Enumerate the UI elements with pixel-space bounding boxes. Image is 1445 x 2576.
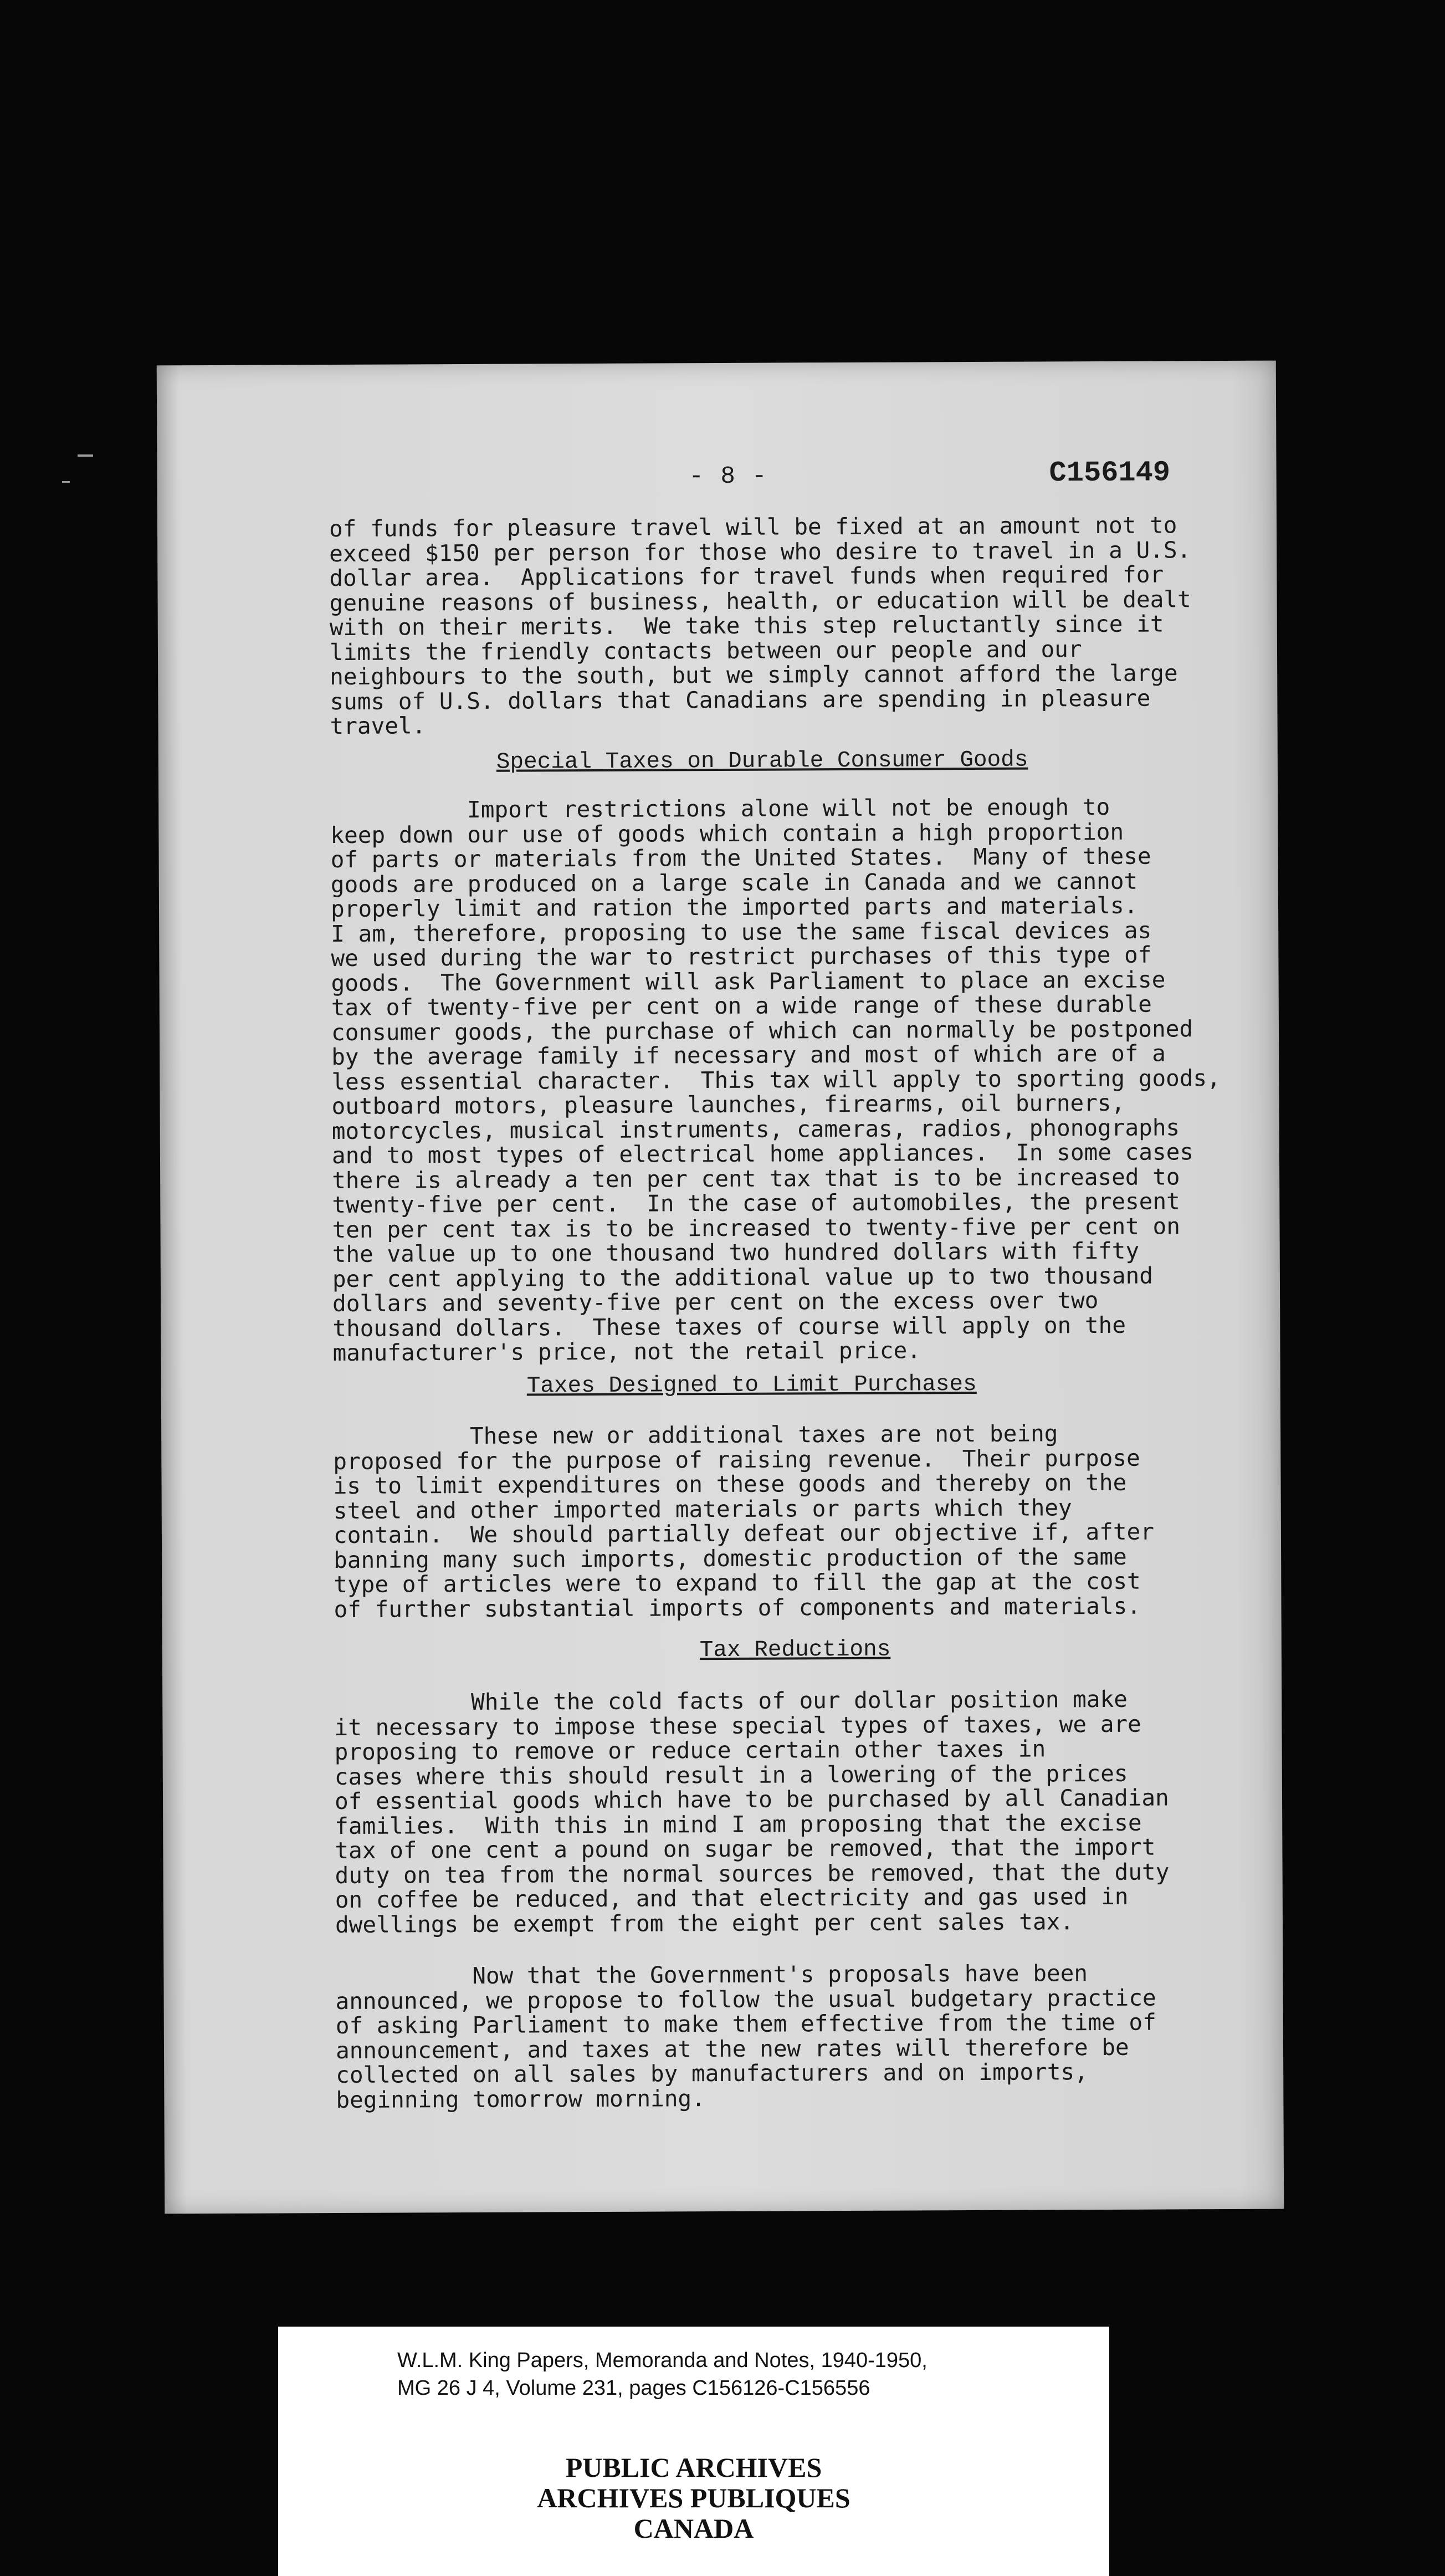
paragraph-durable-goods: Import restrictions alone will not be enough to keep down our use of goods which contain a high proportion of parts or materials from the United States. Many of these goods are produced on a large scale in Canada and we cannot properly limit and ration the imported parts and materials. I am, therefore, proposing to use the same fiscal devices as we used during the war to restrict purchases of this type of goods. The Government will ask Parliament to place an excise tax of twenty-five per cent on a wide range of these durable consumer goods, the purchase of which can normally be postponed by the average family if necessary and most of which are of a less essential character. This tax will apply to sporting goods, outboard motors, pleasure launches, firearms, oil burners, motorcycles, musical instruments, cameras, radios, phonographs and to most types of electrical home appliances. In some cases there is already a ten per cent tax that is to be increased to twenty-five per cent. In the case of automobiles, the present ten per cent tax is to be increased to twenty-five per cent on the value up to one thousand two hundred dollars with fifty per cent applying to the additional value up to two thousand dollars and seventy-five per cent on the excess over two thousand dollars. These taxes of course will apply on the manufacturer's price, not the retail price. — [330, 793, 1221, 1367]
paragraph-tax-reductions: While the cold facts of our dollar position make it necessary to impose these special types of taxes, we are proposing to remove or reduce certain other taxes in cases where this should result in a lowering of the prices of essential goods which have to be purchased by all Canadian families. With this in mind I am proposing that the excise tax of one cent a pound on sugar be removed, that the import duty on tea from the normal sources be removed, that the duty on coffee be reduced, and that electricity and gas used in dwellings be exempt from the eight per cent sales tax. — [334, 1685, 1170, 1938]
archive-reference-line-1: W.L.M. King Papers, Memoranda and Notes, 1940-1950, — [397, 2349, 928, 2372]
archive-country: CANADA — [633, 2513, 754, 2544]
archive-name-english: PUBLIC ARCHIVES — [565, 2452, 822, 2483]
heading-tax-reductions: Tax Reductions — [699, 1637, 891, 1664]
paragraph-announcement: Now that the Government's proposals have been announced, we propose to follow the usual budgetary practice of asking Parliament to make them effective from the time of announcement, and taxes at the new rates will therefore be collected on all sales by manufacturers and on imports, beginning tomorrow morning. — [335, 1960, 1156, 2113]
archive-name-french: ARCHIVES PUBLIQUES — [537, 2482, 850, 2513]
paragraph-limit-purchases: These new or additional taxes are not being proposed for the purpose of raising revenue. Their purpose is to limit expenditures on these goods and thereby on the steel and other imported materials or parts which they contain. We should partially defeat our objective if, after banning many such imports, domestic production of the same type of articles were to expand to fill the gap at the cost of further substantial imports of components and materials. — [333, 1420, 1155, 1623]
paragraph-travel-funds: of funds for pleasure travel will be fixed at an amount not to exceed $150 per person for those who desire to travel in a U.S. dollar area. Applications for travel funds when required for genuine reasons of business, health, or education will be dealt with on their merits. We take this step reluctantly since it limits the friendly contacts between our people and our neighbours to the south, but we simply cannot afford the large sums of U.S. dollars that Canadians are spending in pleasure travel. — [329, 512, 1191, 740]
heading-special-taxes: Special Taxes on Durable Consumer Goods — [496, 747, 1028, 775]
archive-label-card — [278, 2327, 1109, 2576]
document-id: C156149 — [1049, 456, 1171, 490]
scan-mark — [62, 481, 70, 483]
page-number: - 8 - — [689, 462, 768, 491]
document-page — [157, 361, 1284, 2214]
heading-limit-purchases: Taxes Designed to Limit Purchases — [526, 1371, 977, 1399]
scan-mark — [78, 454, 93, 457]
archive-reference-line-2: MG 26 J 4, Volume 231, pages C156126-C156556 — [397, 2376, 870, 2400]
